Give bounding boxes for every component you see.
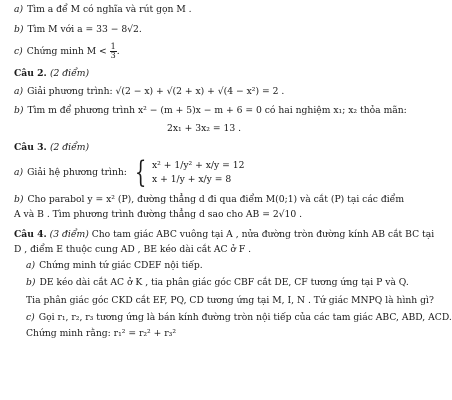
q3-b-text-2: A và B . Tìm phương trình đường thẳng d sao cho AB = 2√10 . — [14, 209, 303, 220]
q1-c-frac-den: 3 — [110, 51, 116, 60]
q3-part-b — [14, 193, 405, 206]
q1-a-label: a) — [14, 4, 24, 15]
q1-part-c — [14, 43, 394, 60]
q2-b-text: Tìm m để phương trình x² − (m + 5)x − m + 6 = 0 có hai nghiệm x₁; x₂ thỏa mãn: — [27, 105, 407, 116]
q3-a-text: Giải hệ phương trình: — [27, 166, 127, 178]
q4-c-label: c) — [26, 312, 35, 323]
q4-intro-cont — [14, 244, 394, 256]
q1-part-b — [14, 24, 394, 36]
q4-part-b-cont — [14, 294, 434, 307]
q4-intro-2: D , điểm E thuộc cung AD , BE kéo dài cắt AC ở F . — [14, 244, 252, 255]
q1-c-label: c) — [14, 46, 23, 57]
q3-heading — [14, 142, 394, 154]
q3-part-a — [14, 154, 394, 190]
q2-heading — [14, 68, 394, 80]
q2-points: (2 điểm) — [49, 68, 90, 79]
q4-part-c — [14, 312, 452, 324]
q2-part-b — [14, 105, 407, 117]
q4-c-text-2: Chứng minh rằng: r₁² = r₂² + r₃² — [26, 327, 177, 339]
q2-a-label: a) — [14, 85, 24, 97]
q3-title: Câu 3. — [14, 142, 47, 153]
q3-part-b-cont — [14, 209, 394, 221]
q2-part-a — [14, 86, 394, 98]
q1-c-frac-num: 1 — [110, 42, 116, 51]
system-eq-1: x² + 1/y² + x/y = 12 — [151, 160, 245, 171]
q4-c-text-1: Gọi r₁, r₂, r₃ tương ứng là bán kính đường tròn nội tiếp của các tam giác ABC, ABD, ACD. — [38, 312, 452, 323]
q2-b-equation: 2x₁ + 3x₂ = 13 . — [166, 122, 242, 134]
q1-c-after: . — [116, 46, 120, 57]
q1-b-label: b) — [14, 23, 24, 35]
q1-part-a — [14, 4, 394, 16]
q1-b-text: Tìm M với a = 33 − 8√2. — [27, 23, 142, 35]
q4-title: Câu 4. — [14, 228, 47, 240]
q2-title: Câu 2. — [14, 68, 47, 79]
q2-b-label: b) — [14, 105, 24, 116]
q3-b-text-1: Cho parabol y = x² (P), đường thẳng d đi qua điểm M(0;1) và cắt (P) tại các điểm — [27, 193, 405, 205]
q4-part-a — [14, 260, 394, 272]
equation-system — [152, 160, 244, 185]
q4-intro-1: Cho tam giác ABC vuông tại A , nửa đường tròn đường kính AB cắt BC tại — [91, 228, 435, 240]
q1-c-text: Chứng minh M < — [26, 46, 107, 57]
q4-part-c-cont — [14, 328, 394, 340]
q4-b-label: b) — [26, 277, 36, 288]
system-eq-2: x + 1/y + x/y = 8 — [151, 173, 232, 185]
system-brace: { — [134, 154, 147, 190]
q4-part-b — [14, 277, 409, 289]
q1-c-fraction — [110, 43, 117, 60]
q4-heading — [14, 228, 435, 241]
q3-b-label: b) — [14, 193, 24, 205]
q4-a-text: Chứng minh tứ giác CDEF nội tiếp. — [39, 259, 203, 271]
q3-points: (2 điểm) — [49, 142, 90, 153]
q1-a-text: Tìm a để M có nghĩa và rút gọn M . — [27, 4, 192, 15]
q2-a-text: Giải phương trình: √(2 − x) + √(2 + x) + √(4 − x²) = 2 . — [27, 85, 285, 97]
q4-b-text-1: DE kéo dài cắt AC ở K , tia phân giác góc CBF cắt DE, CF tương ứng tại P và Q. — [39, 277, 409, 288]
q3-a-label: a) — [14, 166, 24, 178]
q4-b-text-2: Tia phân giác góc CKD cắt EF, PQ, CD tương ứng tại M, I, N . Tứ giác MNPQ là hình gì? — [26, 294, 434, 306]
q4-a-label: a) — [26, 259, 36, 271]
q4-points: (3 điểm) — [49, 228, 89, 240]
